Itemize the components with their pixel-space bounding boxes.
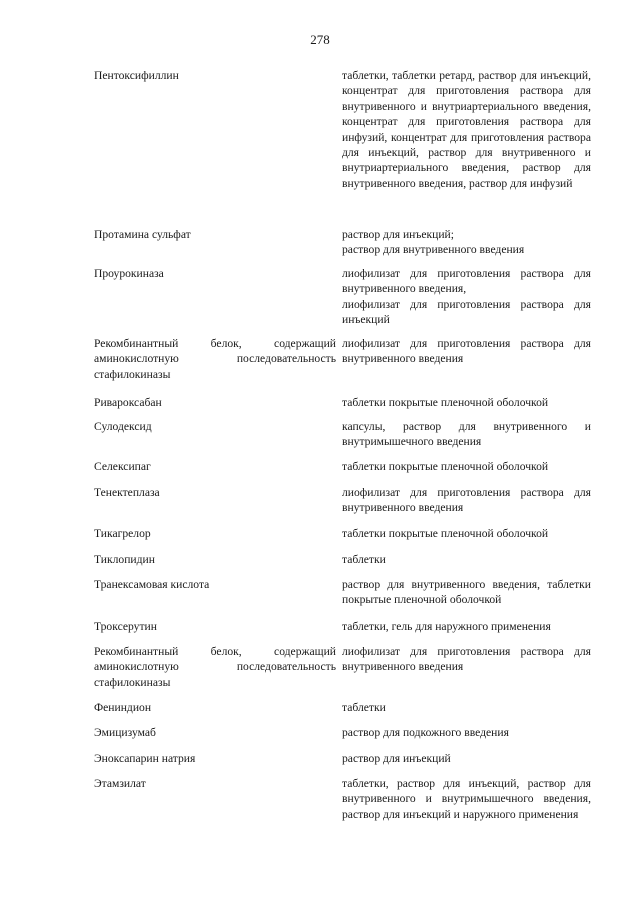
drug-name: Транексамовая кислота: [94, 578, 210, 591]
dosage-form-text: лиофилизат для приготовления раствора для внутривенного введения,: [342, 267, 591, 296]
dosage-forms: [342, 485, 591, 516]
dosage-form-text: таблетки покрытые пленочной оболочкой: [342, 396, 549, 409]
dosage-forms: [342, 776, 591, 822]
dosage-forms: [342, 419, 591, 450]
drug-name: Троксерутин: [94, 620, 157, 633]
dosage-forms: [342, 644, 591, 675]
drug-name: Селексипаг: [94, 460, 151, 473]
dosage-form-text: раствор для подкожного введения: [342, 726, 509, 739]
drug-name: Протамина сульфат: [94, 228, 191, 241]
drug-name: Тикагрелор: [94, 527, 151, 540]
drug-name: Эноксапарин натрия: [94, 752, 196, 765]
dosage-form-text: лиофилизат для приготовления раствора для внутривенного введения: [342, 337, 591, 366]
dosage-form-text: раствор для внутривенного введения: [342, 243, 525, 257]
drug-name: Эмицизумаб: [94, 726, 156, 739]
dosage-form-text: таблетки покрытые пленочной оболочкой: [342, 527, 549, 540]
dosage-forms: [342, 577, 591, 608]
dosage-forms: [342, 395, 591, 410]
dosage-form-text: лиофилизат для приготовления раствора для внутривенного введения: [342, 486, 591, 515]
dosage-forms: [342, 526, 591, 541]
drug-name: Тиклопидин: [94, 553, 155, 566]
dosage-form-text: раствор для инъекций: [342, 752, 451, 765]
dosage-form-text: таблетки, таблетки ретард, раствор для инъекций, концентрат для приготовления раствора для внутривенного и внутриартериального введения, концентрат для приготовления раствора для инфузий, концентрат для приготовления раствора для инъекций, раствор для внутривенного и внутриартериального введения, раствор для внутривенного введения, раствор для инфузий: [342, 69, 591, 190]
dosage-forms: [342, 725, 591, 740]
dosage-form-text: лиофилизат для приготовления раствора для внутривенного введения: [342, 645, 591, 674]
dosage-forms: [342, 227, 591, 258]
dosage-forms: [342, 68, 591, 191]
drug-name: Ривароксабан: [94, 396, 162, 409]
dosage-form-text: лиофилизат для приготовления раствора для инъекций: [342, 297, 591, 327]
dosage-forms: [342, 336, 591, 367]
dosage-form-text: таблетки: [342, 553, 386, 566]
dosage-form-text: капсулы, раствор для внутривенного и внутримышечного введения: [342, 420, 591, 449]
dosage-forms: [342, 751, 591, 766]
dosage-forms: [342, 266, 591, 328]
drug-name: Проурокиназа: [94, 267, 164, 280]
dosage-forms: [342, 700, 591, 715]
drug-name: Фениндион: [94, 701, 152, 714]
dosage-form-text: таблетки: [342, 701, 386, 714]
dosage-forms: [342, 552, 591, 567]
page-number: 278: [310, 32, 330, 47]
dosage-form-text: таблетки, гель для наружного применения: [342, 620, 551, 633]
drug-name: Тенектеплаза: [94, 486, 160, 499]
drug-name: Рекомбинантный белок, содержащий аминокислотную последовательность стафилокиназы: [94, 337, 336, 381]
drug-name: Пентоксифиллин: [94, 69, 179, 82]
dosage-form-text: раствор для внутривенного введения, таблетки покрытые пленочной оболочкой: [342, 578, 591, 607]
dosage-forms: [342, 459, 591, 474]
dosage-form-text: таблетки покрытые пленочной оболочкой: [342, 460, 549, 473]
dosage-form-text: раствор для инъекций;: [342, 228, 454, 241]
dosage-form-text: таблетки, раствор для инъекций, раствор для внутривенного и внутримышечного введения, раствор для инъекций и наружного применения: [342, 777, 591, 821]
drug-name: Этамзилат: [94, 777, 146, 790]
drug-name: Сулодексид: [94, 420, 152, 433]
dosage-forms: [342, 619, 591, 634]
drug-name: Рекомбинантный белок, содержащий аминокислотную последовательность стафилокиназы: [94, 645, 336, 689]
